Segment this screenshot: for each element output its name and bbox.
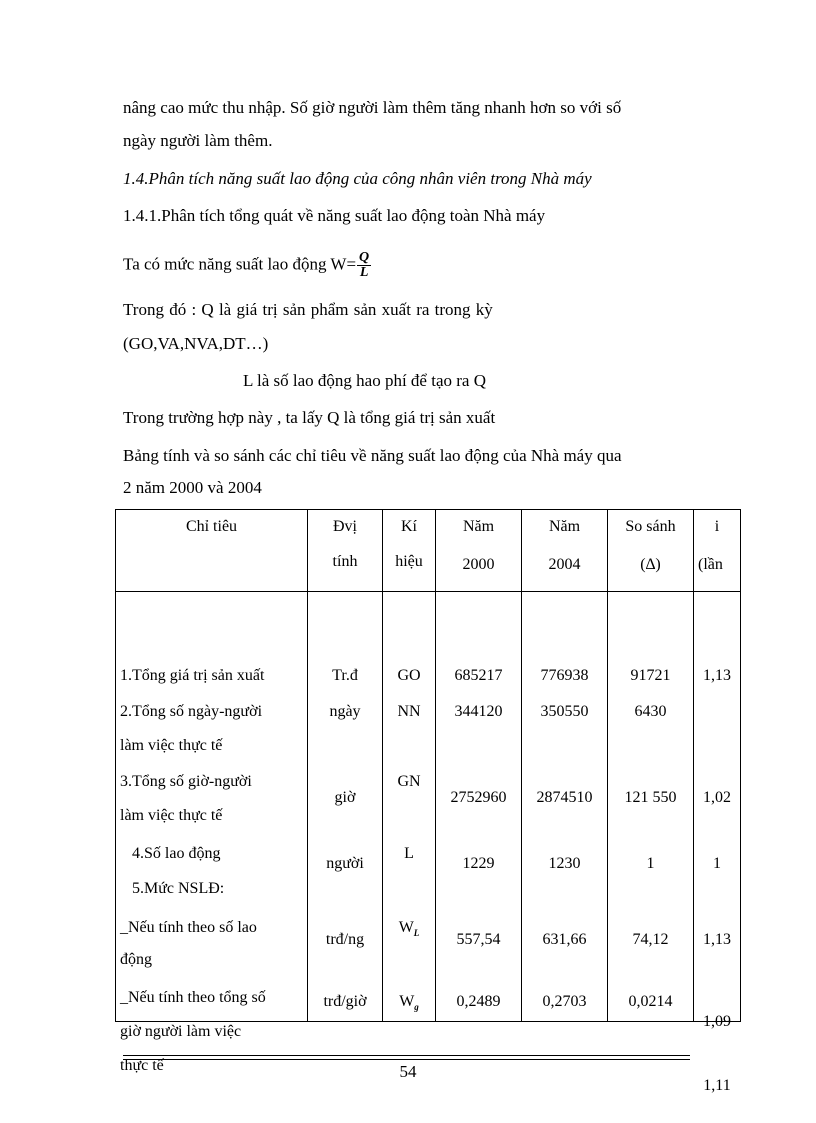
- table-header-row: [116, 510, 741, 592]
- value-cell: 344120: [454, 703, 503, 720]
- value-cell: 557,54: [456, 931, 501, 948]
- table-caption-line: Bảng tính và so sánh các chỉ tiêu về năng suất lao động của Nhà máy qua: [123, 446, 622, 465]
- indicator-column: [116, 592, 308, 1074]
- year-2004-column: [522, 592, 608, 1022]
- footer-rule: [123, 1059, 690, 1060]
- formula-denominator: L: [359, 265, 369, 280]
- formula-prefix: Ta có mức năng suất lao động W=: [123, 254, 357, 274]
- value-cell: 6430: [634, 703, 667, 720]
- comparison-column: [608, 592, 694, 1022]
- footer-rule: [123, 1055, 690, 1056]
- header-year-2000: Năm 2000: [436, 510, 522, 592]
- definition-q-line: Trong đó : Q là giá trị sản phẩm sản xuất ra trong kỳ: [123, 300, 493, 319]
- value-cell: 1: [646, 855, 655, 872]
- formula-numerator: Q: [359, 250, 370, 265]
- unit-cell: trđ/ng: [325, 931, 365, 948]
- value-cell: 0,2489: [456, 993, 501, 1010]
- value-cell: 1: [713, 855, 721, 872]
- row-label: làm việc thực tế: [120, 807, 223, 824]
- value-cell: 0,2703: [542, 993, 587, 1010]
- row-label: _Nếu tính theo tổng số: [120, 989, 266, 1006]
- value-cell: 121 550: [624, 789, 677, 806]
- header-year-2004: Năm 2004: [522, 510, 608, 592]
- formula-line: [123, 251, 371, 280]
- value-cell: 74,12: [632, 931, 669, 948]
- symbol-column: [383, 592, 436, 1022]
- symbol-cell: $W_g$: [399, 993, 419, 1013]
- row-label: động: [120, 951, 152, 968]
- row-label: 4.Số lao động: [132, 845, 221, 862]
- value-cell: 1,09: [703, 1013, 731, 1030]
- value-cell: 91721: [630, 667, 671, 684]
- value-cell: 350550: [540, 703, 589, 720]
- value-cell: 1,11: [703, 1077, 731, 1094]
- formula-fraction: [357, 251, 371, 280]
- paragraph-line: nâng cao mức thu nhập. Số giờ người làm thêm tăng nhanh hơn so với số: [123, 98, 622, 117]
- row-label: 5.Mức NSLĐ:: [132, 880, 225, 897]
- header-comparison: So sánh (∆): [608, 510, 694, 592]
- table-body-row: [116, 592, 741, 1022]
- symbol-cell: GO: [397, 667, 421, 684]
- definition-q-line: (GO,VA,NVA,DT…): [123, 334, 269, 353]
- table-caption-line: 2 năm 2000 và 2004: [123, 478, 262, 497]
- header-indicator: Chỉ tiêu: [116, 510, 308, 592]
- value-cell: 776938: [540, 667, 589, 684]
- year-2000-column: [436, 592, 522, 1022]
- value-cell: 1,02: [703, 789, 731, 806]
- symbol-cell: NN: [397, 703, 421, 720]
- row-label: làm việc thực tế: [120, 737, 223, 754]
- value-cell: 1229: [462, 855, 495, 872]
- value-cell: 631,66: [542, 931, 587, 948]
- row-label: _Nếu tính theo số lao: [120, 919, 257, 936]
- unit-cell: Tr.đ: [332, 667, 358, 684]
- section-heading: 1.4.Phân tích năng suất lao động của công nhân viên trong Nhà máy: [123, 169, 592, 188]
- index-column: [694, 592, 741, 1094]
- productivity-table: [115, 509, 741, 1094]
- symbol-cell: L: [404, 845, 414, 862]
- unit-cell: ngày: [329, 703, 361, 720]
- value-cell: 1230: [548, 855, 581, 872]
- unit-column: [308, 592, 383, 1022]
- unit-cell: người: [326, 855, 364, 872]
- subsection-heading: 1.4.1.Phân tích tổng quát về năng suất lao động toàn Nhà máy: [123, 206, 546, 225]
- value-cell: 1,13: [703, 667, 731, 684]
- paragraph-line: ngày người làm thêm.: [123, 131, 273, 150]
- value-cell: 2752960: [450, 789, 507, 806]
- note-line: Trong trường hợp này , ta lấy Q là tổng giá trị sản xuất: [123, 408, 496, 427]
- page-number: 54: [399, 1062, 417, 1081]
- unit-cell: trđ/giờ: [323, 993, 367, 1010]
- header-index: i (lần: [694, 510, 741, 592]
- row-label: 2.Tổng số ngày-người: [120, 703, 263, 720]
- value-cell: 1,13: [703, 931, 731, 948]
- row-label: 3.Tổng số giờ-người: [120, 773, 252, 790]
- value-cell: 685217: [454, 667, 503, 684]
- definition-l: L là số lao động hao phí để tạo ra Q: [243, 371, 486, 390]
- row-label: giờ người làm việc: [120, 1023, 242, 1040]
- header-unit: Đvị tính: [308, 510, 383, 592]
- row-label: thực tế: [120, 1057, 164, 1074]
- value-cell: 0,0214: [628, 993, 673, 1010]
- symbol-cell: $W_L$: [398, 919, 420, 939]
- row-label: 1.Tổng giá trị sản xuất: [120, 667, 265, 684]
- value-cell: 2874510: [536, 789, 593, 806]
- symbol-cell: GN: [397, 773, 421, 790]
- header-symbol: Kí hiệu: [383, 510, 436, 592]
- unit-cell: giờ: [334, 789, 356, 806]
